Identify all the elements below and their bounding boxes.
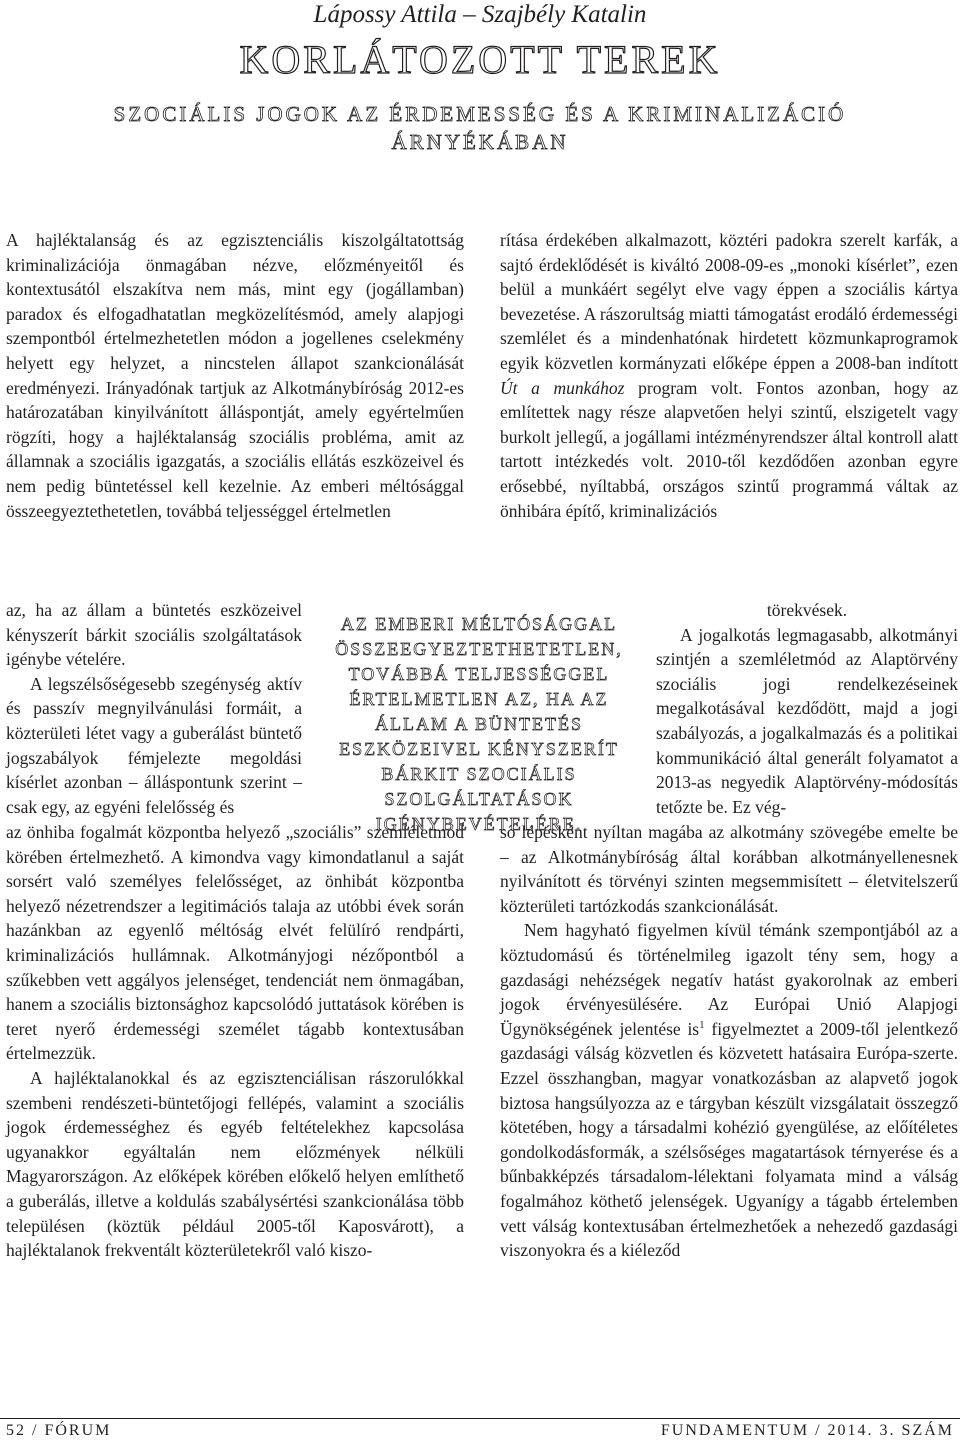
article-subtitle: SZOCIÁLIS JOGOK AZ ÉRDEMESSÉG ÉS A KRIMINALIZÁCIÓ ÁRNYÉKÁBAN bbox=[113, 102, 847, 154]
text-run: figyelmeztet a 2009-től jelentkező gazdasági válság közvetlen és közvetett hatásaira Európa-szerte. Ezzel összhangban, magyar vonatkozásban az alapvető jogok biztosa hangsúlyozza az e tárgyban készült vizsgálatait összegző kötetében, hogy a társadalmi kohézió gyengülése, az előítéletes gondolkodásformák, a szélsőséges magatartások térnyerése és a bűnbakképzés társadalom-lélektani folyamata mind a válság fogalmához köthető jelenségek. Ugyanígy a tágabb értelemben vett válság kontextusában értelmezhetőek a nehezedő gazdasági viszonyokra és a kiéleződ bbox=[500, 1018, 959, 1261]
right-column-bottom bbox=[500, 820, 958, 1263]
text-run: program volt. Fontos azonban, hogy az említettek nagy része alapvetően helyi szintű, elszigetelt vagy burkolt jellegű, a jogállami intézményrendszer által kontroll alatt tartott intézkedés volt. 2010-től kezdődően azonban egyre erősebbé, nyíltabbá, országos szintű programmá váltak az önhibára építő, kriminalizációs bbox=[500, 377, 958, 521]
paragraph: ső lépésként nyíltan magába az alkotmány szövegébe emelte be – az Alkotmánybíróság által korábban alkotmányellenesnek nyilvánított és törvényi szinten megsemmisített – életvitelszerű közterületi tartózkodás szankcionálását. bbox=[500, 822, 958, 916]
paragraph bbox=[500, 228, 958, 523]
paragraph bbox=[500, 918, 958, 1262]
paragraph: A legszélsőségesebb szegénység aktív és passzív megnyilvánulási formáit, a közterületi létet vagy a guberálást büntető jogszabályok fémjelezte megoldási kísérlet azonban – álláspontunk szerint – csak egy, az egyéni felelősség és bbox=[6, 673, 302, 817]
paragraph: A hajléktalanság és az egzisztenciális kiszolgáltatottság kriminalizációja önmagában nézve, előzményeitől és kontextusától elszakítva nem más, mint egy (jogállamban) paradox és elfogadhatatlan megközelítésmód, amely alapjogi szempontból értelmezhetetlen módon a jogellenes cselekmény helyett egy helyzet, a nincstelen állapot szankcionálását eredményezi. Irányadónak tartjuk az Alkotmánybíróság 2012-es határozatában kinyilvánított álláspontját, amely egyértelműen rögzíti, hogy a hajléktalanság szociális probléma, amit az államnak a szociális igazgatás, a szociális ellátás eszközeivel és nem pedig büntetéssel kell kezelnie. Az emberi méltósággal összeegyeztethetetlen, továbbá teljességgel értelmetlen bbox=[6, 230, 464, 521]
footnote-ref[interactable]: 1 bbox=[699, 1018, 705, 1031]
footer-journal-issue: FUNDAMENTUM / 2014. 3. SZÁM bbox=[660, 1422, 954, 1439]
footer-page-section: 52 / FÓRUM bbox=[6, 1422, 112, 1439]
article-authors: Lápossy Attila – Szajbély Katalin bbox=[313, 1, 647, 28]
left-column-bottom bbox=[6, 820, 464, 1263]
program-name: Út a munkához bbox=[500, 377, 625, 398]
article-header bbox=[0, 0, 960, 170]
paragraph: az önhiba fogalmát központba helyező „szociális” szemléletmód körében értelmezhető. A kimondva vagy kimondatlanul a saját sorsért való személyes felelősséget, az önhibát központba helyező nézetrendszer a legitimációs talaja az utóbbi évek során hazánkban az egyenlő méltóság elvét felülíró rendpárti, kriminalizációs hullámnak. Alkotmányjogi nézőpontból a szűkebben vett aggályos jelenséget, tendenciát nem önmagában, hanem a szociális biztonsághoz kapcsolódó juttatások körében is teret nyerő érdemességi személet tágabb kontextusában értelmezzük. bbox=[6, 822, 464, 1064]
paragraph-end: törekvések. bbox=[766, 600, 848, 620]
paragraph: A jogalkotás legmagasabb, alkotmányi szintjén a szemléletmód az Alaptörvény szociális jogi rendelkezéseinek megalkotásával kezdődött, majd a jogi szabályozás, a jogalkalmazás és a politikai kommunikáció által generált folyamatot a 2013-as negyedik Alaptörvény-módosítás tetőzte be. Ez vég- bbox=[656, 624, 958, 817]
pull-quote: AZ EMBERI MÉLTÓSÁGGAL ÖSSZEEGYEZTETHETETLEN, TOVÁBBÁ TELJESSÉGGEL ÉRTELMETLEN AZ, HA AZ ÁLLAM A BÜNTETÉS ESZKÖZEIVEL KÉNYSZERÍT BÁRKIT SZOCIÁLIS SZOLGÁLTATÁSOK IGÉNYBEVÉTELÉRE. bbox=[335, 614, 623, 834]
left-column-top bbox=[6, 228, 464, 523]
paragraph: A hajléktalanokkal és az egzisztenciálisan rászorulókkal szembeni rendészeti-büntetőjogi fellépés, valamint a szociális jogok érdemességhez és egyéb feltételekhez kapcsolása ugyanakkor egyáltalán nem előzmények nélküli Magyarországon. Az előképek körében előkelő helyen említhető a guberálás, illetve a koldulás szabálysértési szankcionálása több településen (köztük például 2005-től Kaposvárott), a hajléktalanok frekventált közterületekről való kiszo- bbox=[6, 1067, 464, 1261]
text-run: Nem hagyható figyelmen kívül témánk szempontjából az a köztudomású és történelmileg igazolt tény sem, hogy a gazdasági nehézségek negatív hatást gyakorolnak az emberi jogok érvényesülésére. Az Európai Unió Alapjogi Ügynökségének jelentése is bbox=[500, 920, 958, 1039]
footer-divider bbox=[0, 1418, 960, 1419]
text-run: rítása érdekében alkalmazott, köztéri padokra szerelt karfák, a sajtó érdeklődését is kiváltó 2008-09-es „monoki kísérlet”, ezen belül a munkáért segélyt elve vagy éppen a szociális kártya bevezetése. A rászorultság miatti támogatást erodáló érdemességi szemlélet és a mindenhatónak hirdetett közmunkaprogramok egyik közvetlen kormányzati előképe éppen a 2008-ban indított bbox=[500, 230, 958, 373]
right-column-top bbox=[500, 228, 958, 523]
right-column-narrow bbox=[656, 598, 958, 819]
article-title: KORLÁTOZOTT TEREK bbox=[239, 37, 721, 82]
left-column-narrow bbox=[6, 598, 302, 819]
paragraph: az, ha az állam a büntetés eszközeivel kényszerít bárkit szociális szolgáltatások igénybe vételére. bbox=[6, 600, 302, 670]
